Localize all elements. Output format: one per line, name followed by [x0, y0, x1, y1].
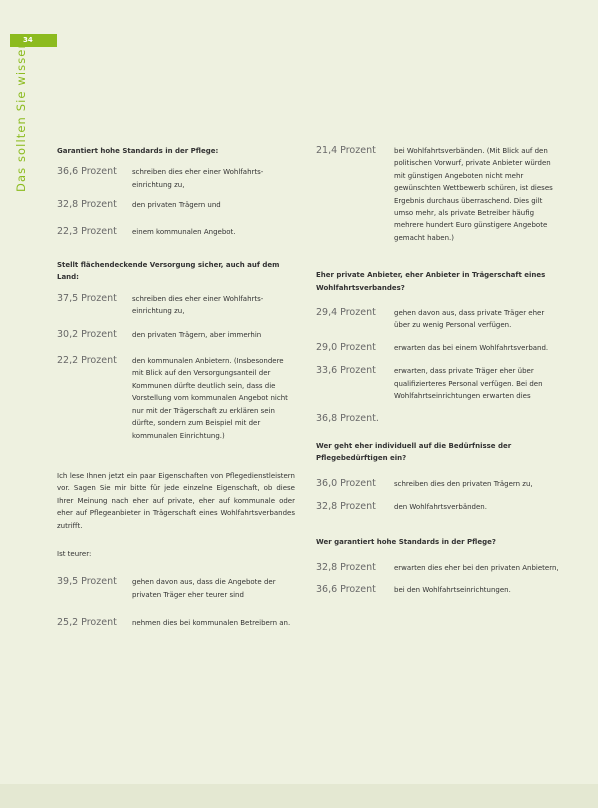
result-text: bei den Wohlfahrtseinrichtungen.: [394, 586, 511, 595]
question-heading: Wer garantiert hohe Standards in der Pflege?: [316, 537, 496, 546]
percentage: 32,8 Prozent: [57, 199, 117, 211]
question-heading: Eher private Anbieter, eher Anbieter in Trägerschaft eines Wohlfahrtsverbandes?: [316, 271, 546, 292]
result-row: [316, 342, 560, 354]
percentage: 33,6 Prozent: [316, 365, 376, 377]
result-text: erwarten dies eher bei den privaten Anbietern,: [394, 563, 559, 572]
result-row: [316, 478, 560, 490]
result-text: den privaten Trägern, aber immerhin: [132, 330, 262, 339]
percentage: 30,2 Prozent: [57, 328, 117, 340]
result-row: [57, 293, 295, 318]
result-text: den Wohlfahrtsverbänden.: [394, 503, 487, 512]
question-heading: Garantiert hohe Standards in der Pflege:: [57, 147, 219, 155]
right-column: [316, 145, 560, 597]
percentage: 37,5 Prozent: [57, 292, 117, 304]
result-row: [316, 307, 560, 332]
percentage: 22,3 Prozent: [57, 225, 117, 237]
result-text: nehmen dies bei kommunalen Betreibern an.: [132, 619, 291, 628]
percentage: 25,2 Prozent: [57, 617, 117, 629]
result-row: [316, 145, 560, 244]
result-text: einem kommunalen Angebot.: [132, 227, 236, 236]
result-row: [316, 562, 560, 574]
result-row: [57, 166, 295, 191]
percentage: 32,8 Prozent: [316, 501, 376, 513]
side-title: Das sollten Sie wissen: [14, 40, 28, 192]
result-row: [57, 199, 295, 211]
percentage: 36,6 Prozent: [316, 584, 376, 596]
percentage: 21,4 Prozent: [316, 145, 376, 156]
footer-band: [0, 784, 598, 808]
result-text: gehen davon aus, dass die Angebote der privaten Träger eher teurer sind: [132, 578, 276, 599]
result-text: schreiben dies den privaten Trägern zu,: [394, 479, 533, 488]
result-text: den kommunalen Anbietern. (Insbesondere mit Blick auf den Versorgungsanteil der Kommunen dürfte deutlich sein, dass die Vorstellung vom kommunalen Angebot nicht nur mit der Trägerschaft zu erklären sein dürfte, sondern zum Beispiel mit der kommunalen Einrichtung.): [132, 357, 288, 440]
percentage: 32,8 Prozent: [316, 561, 376, 573]
result-row: [316, 501, 560, 513]
result-row: [316, 413, 560, 425]
result-row: [316, 365, 560, 402]
percentage: 36,8 Prozent.: [316, 412, 379, 424]
percentage: 36,0 Prozent: [316, 477, 376, 489]
result-text: [394, 413, 560, 425]
result-text: den privaten Trägern und: [132, 201, 221, 210]
left-column: [57, 145, 295, 630]
result-row: [57, 576, 295, 601]
result-row: [57, 617, 295, 629]
percentage: 29,4 Prozent: [316, 307, 376, 319]
percentage: 39,5 Prozent: [57, 576, 117, 588]
result-text: erwarten das bei einem Wohlfahrtsverband.: [394, 343, 549, 352]
result-text: erwarten, dass private Träger eher über qualifizierteres Personal verfügen. Bei den Wohlfahrtseinrichtungen erwarten dies: [394, 367, 543, 401]
result-text: gehen davon aus, dass private Träger eher über zu wenig Personal verfügen.: [394, 309, 545, 330]
result-row: [316, 584, 560, 596]
question-heading: Stellt flächendeckende Versorgung sicher, auch auf dem Land:: [57, 261, 280, 282]
result-text: schreiben dies eher einer Wohlfahrts-einrichtung zu,: [132, 294, 264, 316]
result-text: schreiben dies eher einer Wohlfahrts-einrichtung zu,: [132, 168, 264, 189]
percentage: 36,6 Prozent: [57, 166, 117, 178]
question-heading: Ist teurer:: [57, 549, 92, 558]
percentage: 29,0 Prozent: [316, 341, 376, 353]
result-row: [57, 355, 295, 442]
percentage: 22,2 Prozent: [57, 355, 117, 367]
result-row: [57, 329, 295, 341]
result-row: [57, 226, 295, 238]
intro-paragraph: Ich lese Ihnen jetzt ein paar Eigenschaften von Pflegedienstleistern vor. Sagen Sie mir bitte für jede einzelne Eigenschaft, ob diese Ihrer Meinung nach eher auf private, eher auf kommunale oder eher auf Pflegeanbieter in Trägerschaft eines Wohlfahrtsverbandes zutrifft.: [57, 471, 295, 530]
page-number: 34: [10, 34, 57, 47]
question-heading: Wer geht eher individuell auf die Bedürfnisse der Pflegebedürftigen ein?: [316, 441, 512, 463]
result-text: bei Wohlfahrtsverbänden. (Mit Blick auf den politischen Vorwurf, private Anbieter würden mit günstigen Angeboten nicht mehr gewünschten Wettbewerb schüren, ist dieses Ergebnis durchaus überraschend. Dies gilt umso mehr, als private Betreiber häufig mehrere hundert Euro günstigere Angebote gemacht haben.): [394, 147, 553, 242]
